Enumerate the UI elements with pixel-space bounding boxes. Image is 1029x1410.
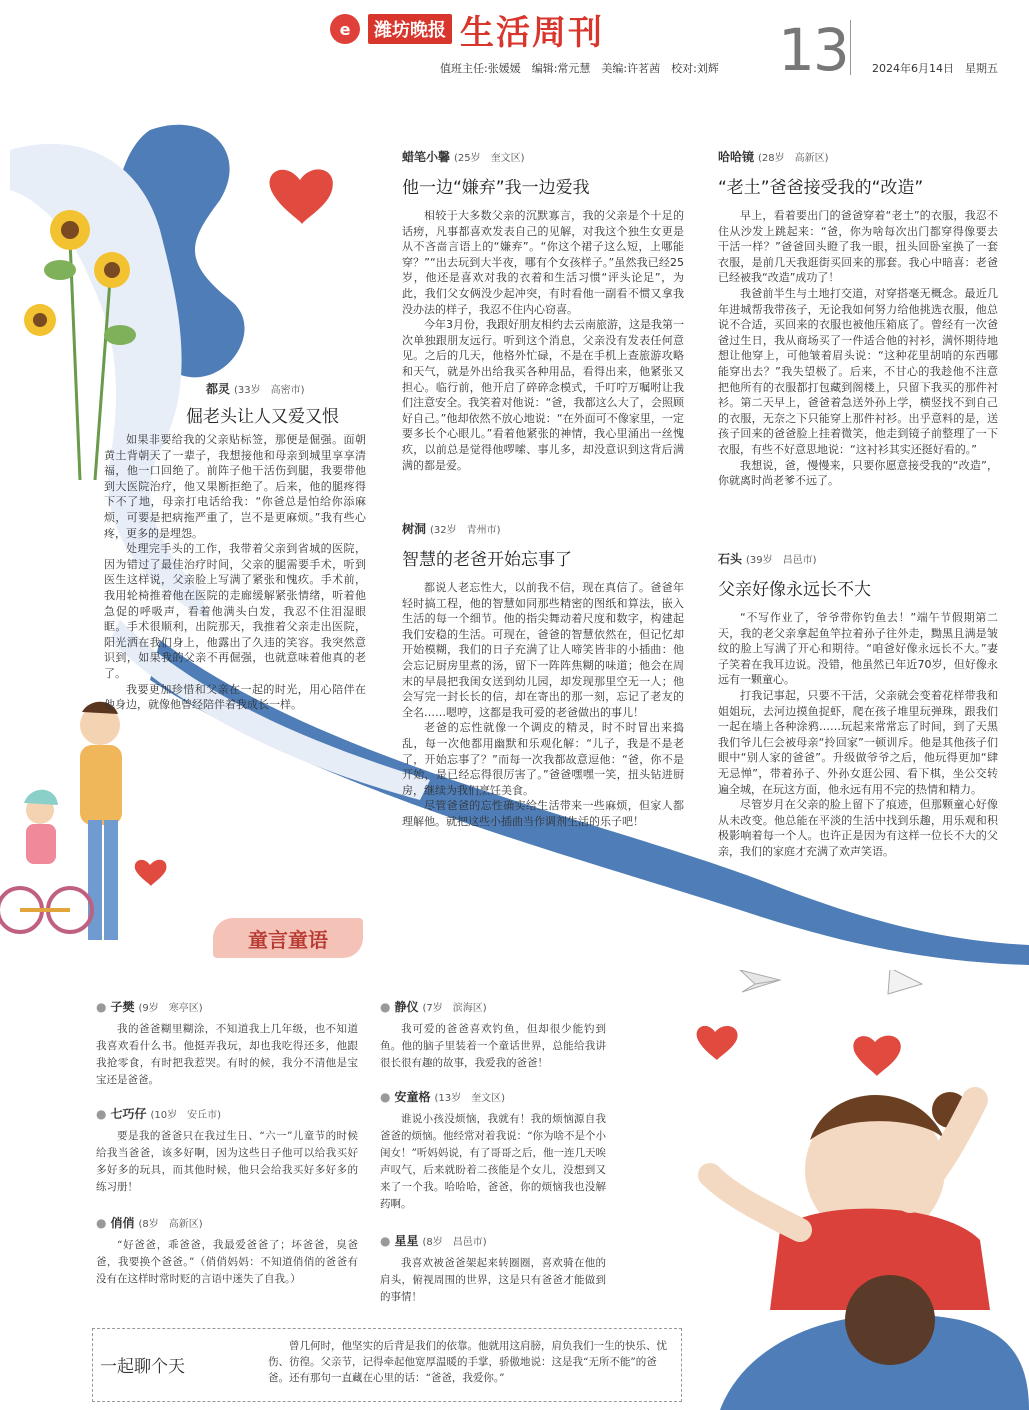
kid-text: “好爸爸，乖爸爸，我最爱爸爸了；坏爸爸，臭爸爸，我要换个爸爸。”（俏俏妈妈：不知道俏俏的爸爸有没有在这样时常时贬的言语中迷失了自我。）: [96, 1239, 358, 1285]
article-body: 早上，看着要出门的爸爸穿着“老土”的衣服，我忍不住从沙发上跳起来：“爸，你为啥每次出门都穿得像要去干活一样？”爸爸回头瞪了我一眼，扭头回卧室换了一套衣服，是前几天我逛街买回来的那套。我心中暗喜：老爸已经被我“改造”成功了！ 我爸前半生与土地打交道，对穿搭毫无概念。最近几年进城帮我带孩子，无论我如何努力给他挑选衣服，他总说不合适，买回来的衣服也被他压箱底了。曾经有一次爸爸过生日，我从商场买了一件适合他的衬衫，满怀期待地想让他穿上，可他皱着眉头说：“这种花里胡哨的东西哪能穿出去？”我失望极了。后来，不甘心的我趁他不注意把他所有的衣服都打包藏到阁楼上，只留下我买的那件衬衫。第二天早上，爸爸着急送外孙上学，横竖找不到自己的衣服，无奈之下只能穿上那件衬衫。出乎意料的是，送孩子回来的爸爸脸上挂着微笑，他走到镜子前整理了一下衣服，有些不好意思地说：“这衬衫其实还挺好看的。” 我想说，爸，慢慢来，只要你愿意接受我的“改造”，你就离时尚老爹不远了。: [718, 209, 998, 488]
chat-text: 曾几何时，他坚实的后背是我们的依靠。他就用这肩膀，肩负我们一生的快乐、忧伤、彷徨。父亲节，记得牵起他宽厚温暖的手掌，骄傲地说：这是我“无所不能”的爸爸。还有那句一直藏在心里的话：“爸爸，我爱你。”: [268, 1340, 667, 1384]
article-author: 石头 (39岁 昌邑市): [718, 552, 817, 566]
article-author: 蜡笔小馨 (25岁 奎文区): [402, 150, 525, 164]
article-column-right: [718, 148, 998, 489]
kid-quote: [96, 1214, 358, 1288]
logo-icon: e: [330, 14, 360, 44]
kid-quote: [96, 1105, 358, 1196]
article-author: 树洞 (32岁 青州市): [402, 522, 501, 536]
paper-name: 潍坊晚报: [368, 14, 452, 44]
kid-text: 要是我的爸爸只在我过生日、“六一”儿童节的时候给我当爸爸，该多好啊，因为这些日子他可以给我买好多好多的玩具，而其他时候，他只会给我买好多好多的练习册！: [96, 1130, 358, 1193]
section-banner: 童言童语: [213, 918, 363, 958]
kid-text: 我可爱的爸爸喜欢钓鱼，但却很少能钓到鱼。他的脑子里装着一个童话世界，总能给我讲很长很有趣的故事，我爱我的爸爸！: [380, 1023, 606, 1069]
child-on-shoulders-illustration: [660, 970, 1029, 1410]
staff-credits: 值班主任:张媛媛 编辑:常元慧 美编:许茗茜 校对:刘辉: [440, 62, 719, 75]
kid-quote: [380, 1232, 606, 1306]
article-title: 父亲好像永远长不大: [718, 580, 871, 600]
paper-plane-icon: [888, 970, 922, 994]
article-column-right-lower: [718, 550, 998, 860]
kid-text: 谁说小孩没烦恼，我就有！我的烦恼源自我爸爸的烦恼。他经常对着我说：“你为啥不是个小闺女！”听妈妈说，有了哥哥之后，他一连几天唉声叹气，后来就盼着二孩能是个女儿，没想到又来了一个我。哈哈哈，爸爸，你的烦恼我也没解药啊。: [380, 1113, 606, 1210]
article-title: 他一边“嫌弃”我一边爱我: [402, 178, 590, 198]
article-column-middle-lower: [402, 520, 684, 830]
chat-label: 一起聊个天: [100, 1357, 185, 1377]
kid-quote: [380, 998, 606, 1072]
heart-icon: [697, 1026, 738, 1060]
article-body: 相较于大多数父亲的沉默寡言，我的父亲是个十足的话痨，凡事都喜欢发表自己的见解，对我这个独生女更是从不吝啬言语上的“嫌弃”。“你这个裙子这么短，上哪能穿？”“出去玩到大半夜，哪有个女孩样子。”虽然我已经25岁，他还是喜欢对我的衣着和生活习惯“评头论足”，为此，我们父女俩没少起冲突，有时看他一副看不惯又拿我没办法的样子，我忍不住内心窃喜。 今年3月份，我跟好朋友相约去云南旅游，这是我第一次单独跟朋友远行。听到这个消息，父亲没有发表任何意见。之后的几天，他格外忙碌，不是在手机上查旅游攻略和天气，就是外出给我买各种用品，看得出来，他紧张又担心。临行前，他开启了碎碎念模式，千叮咛万嘱咐让我们注意安全。我笑着对他说：“爸，我都这么大了，会照顾好自己。”他却依然不放心地说：“在外面可不像家里，一定要多长个心眼儿。”看着他紧张的神情，我心里涌出一丝愧疚，以前总是觉得他啰嗦、事儿多，却没意识到这背后满满的都是爱。: [402, 209, 684, 472]
heart-icon: [270, 169, 333, 224]
kid-quote: [96, 998, 358, 1089]
article-column-middle: [402, 148, 684, 473]
kid-name: ● 俏俏 (8岁 高新区): [96, 1216, 203, 1230]
kid-quote: [380, 1088, 606, 1213]
article-author: 哈哈镜 (28岁 高新区): [718, 150, 829, 164]
page-number: 13: [778, 16, 848, 84]
kid-name: ● 子樊 (9岁 寒亭区): [96, 1000, 203, 1014]
heart-icon: [135, 860, 167, 886]
section-title: 生活周刊: [460, 12, 604, 53]
article-author: 都灵 (33岁 高密市): [206, 382, 305, 396]
kid-text: 我的爸爸糊里糊涂，不知道我上几年级，也不知道我喜欢看什么书。他挺弄我玩，却也我吃得还多，他跟我抢零食，有时把我惹哭。有时的候，我分不清他是宝宝还是爸爸。: [96, 1023, 358, 1086]
kid-text: 我喜欢被爸爸架起来转圈圈，喜欢骑在他的肩头，俯视周围的世界，这是只有爸爸才能做到的事情！: [380, 1257, 606, 1303]
masthead: [330, 6, 604, 52]
kid-name: ● 星星 (8岁 昌邑市): [380, 1234, 487, 1248]
heart-icon: [853, 1036, 900, 1076]
article-title: 倔老头让人又爱又恨: [186, 407, 339, 427]
article-title: 智慧的老爸开始忘事了: [402, 550, 572, 570]
article-body: 都说人老忘性大，以前我不信，现在真信了。爸爸年轻时搞工程，他的智慧如同那些精密的图纸和算法，嵌入生活的每一个细节。他的指尖舞动着尺度和数字，构建起我们安稳的生活。可现在，爸爸的智慧依然在，但记忆却开始模糊，我们的日子充满了让人啼笑皆非的小插曲：他会忘记厨房里煮的汤，留下一阵阵焦糊的味道；他会在周末的早晨把我闺女送到幼儿园，却发现那里空无一人；他会写完一封长长的信，却在寄出的那一刻，忘记了老友的全名……嗯哼，这都是我可爱的老爸做出的事儿！ 老爸的忘性就像一个调皮的精灵，时不时冒出来捣乱，每一次他都用幽默和乐观化解：“儿子，我是不是老了，开始忘事了？”而每一次我都故意逗他：“爸，你不是开始，是已经忘得很厉害了。”爸爸嘿嘿一笑，扭头钻进厨房，继续为我们烹饪美食。 尽管爸爸的忘性确实给生活带来一些麻烦，但家人都理解他。就把这些小插曲当作调剂生活的乐子吧！: [402, 581, 684, 828]
kid-name: ● 静仪 (7岁 滨海区): [380, 1000, 487, 1014]
kid-name: ● 安童格 (13岁 奎文区): [380, 1090, 506, 1104]
article-body: “不写作业了，爷爷带你钓鱼去！”端午节假期第二天，我的老父亲拿起鱼竿拉着孙子往外走，黝黑且满是皱纹的脸上写满了开心和期待。“咱爸好像永远长不大。”妻子笑着在我耳边说。没错，他虽然已年近70岁，但好像永远有一颗童心。 打我记事起，只要不干活，父亲就会变着花样带我和姐姐玩，去河边摸鱼捉虾，爬在孩子堆里玩弹珠，跟我们一起在墙上各种涂鸦……玩起来常常忘了时间，到了天黑我们爷儿仨会被母亲“拎回家”一顿训斥。他是其他孩子们眼中“别人家的爸爸”。升级做爷爷之后，他玩得更加“肆无忌惮”，带着孙子、外孙女逛公园、看下棋，坐公交转遍全城，在玩这方面，他永远有用不完的热情和精力。 尽管岁月在父亲的脸上留下了痕迹，但那颗童心好像从未改变。他总能在平淡的生活中找到乐趣，用乐观和积极影响着每一个人。也许正是因为有这样一位长不大的父亲，我们的家庭才充满了欢声笑语。: [718, 611, 998, 858]
header-divider: [850, 20, 851, 75]
article-title: “老土”爸爸接受我的“改造”: [718, 178, 924, 198]
issue-date: 2024年6月14日 星期五: [872, 62, 998, 75]
kid-name: ● 七巧仔 (10岁 安丘市): [96, 1107, 222, 1121]
article-body: 如果非要给我的父亲贴标签，那便是倔强。面朝黄土背朝天了一辈子，我想接他和母亲到城里享享清福，他一口回绝了。前阵子他干活伤到腿，我要带他到大医院治疗，他又果断拒绝了。后来，他的腿疼得下不了地，母亲打电话给我：“你爸总是怕给你添麻烦，可要是把病拖严重了，岂不是更麻烦。”我有些心疼，更多的是埋怨。 处理完手头的工作，我带着父亲到省城的医院，因为错过了最佳治疗时间，父亲的腿需要手术，听到医生这样说，父亲脸上写满了紧张和愧疚。手术前，我用轮椅推着他在医院的走廊缓解紧张情绪，听着他急促的呼吸声，看着他满头白发，我忍不住泪湿眼眶。手术很顺利，出院那天，我推着父亲走出医院，阳光洒在我们身上，他露出了久违的笑容。我突然意识到，如果我的父亲不再倔强，也就意味着他真的老了。 我要更加珍惜和父亲在一起的时光，用心陪伴在他身边，就像他曾经陪伴着我成长一样。: [104, 433, 366, 712]
father-child-bicycle-illustration: [0, 702, 122, 940]
